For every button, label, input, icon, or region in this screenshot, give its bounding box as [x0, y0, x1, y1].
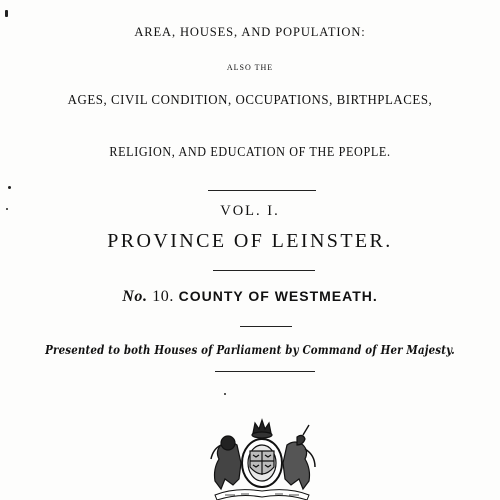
volume-label: VOL. I.: [220, 203, 280, 219]
title-line-area-houses-population: AREA, HOUSES, AND POPULATION:: [134, 25, 366, 39]
paper-speck: [224, 393, 226, 395]
margin-mark: [5, 10, 8, 17]
divider-rule: [215, 371, 315, 372]
county-name: COUNTY OF WESTMEATH.: [178, 288, 378, 304]
title-line-also-the: ALSO THE: [226, 63, 274, 72]
presented-to-parliament-line: Presented to both Houses of Parliament by Command of Her Majesty.: [45, 342, 455, 357]
county-number-prefix: No.: [122, 288, 148, 305]
royal-coat-of-arms-icon: [195, 415, 330, 500]
county-number: 10.: [152, 288, 174, 305]
divider-rule: [208, 190, 316, 191]
province-heading: PROVINCE OF LEINSTER.: [107, 230, 393, 252]
divider-rule: [240, 326, 292, 327]
margin-mark: [8, 186, 11, 189]
county-heading: [0, 288, 500, 306]
divider-rule: [213, 270, 315, 271]
title-line-ages-civil-condition: AGES, CIVIL CONDITION, OCCUPATIONS, BIRTHPLACES,: [67, 93, 433, 108]
title-line-religion-education: RELIGION, AND EDUCATION OF THE PEOPLE.: [109, 144, 391, 159]
